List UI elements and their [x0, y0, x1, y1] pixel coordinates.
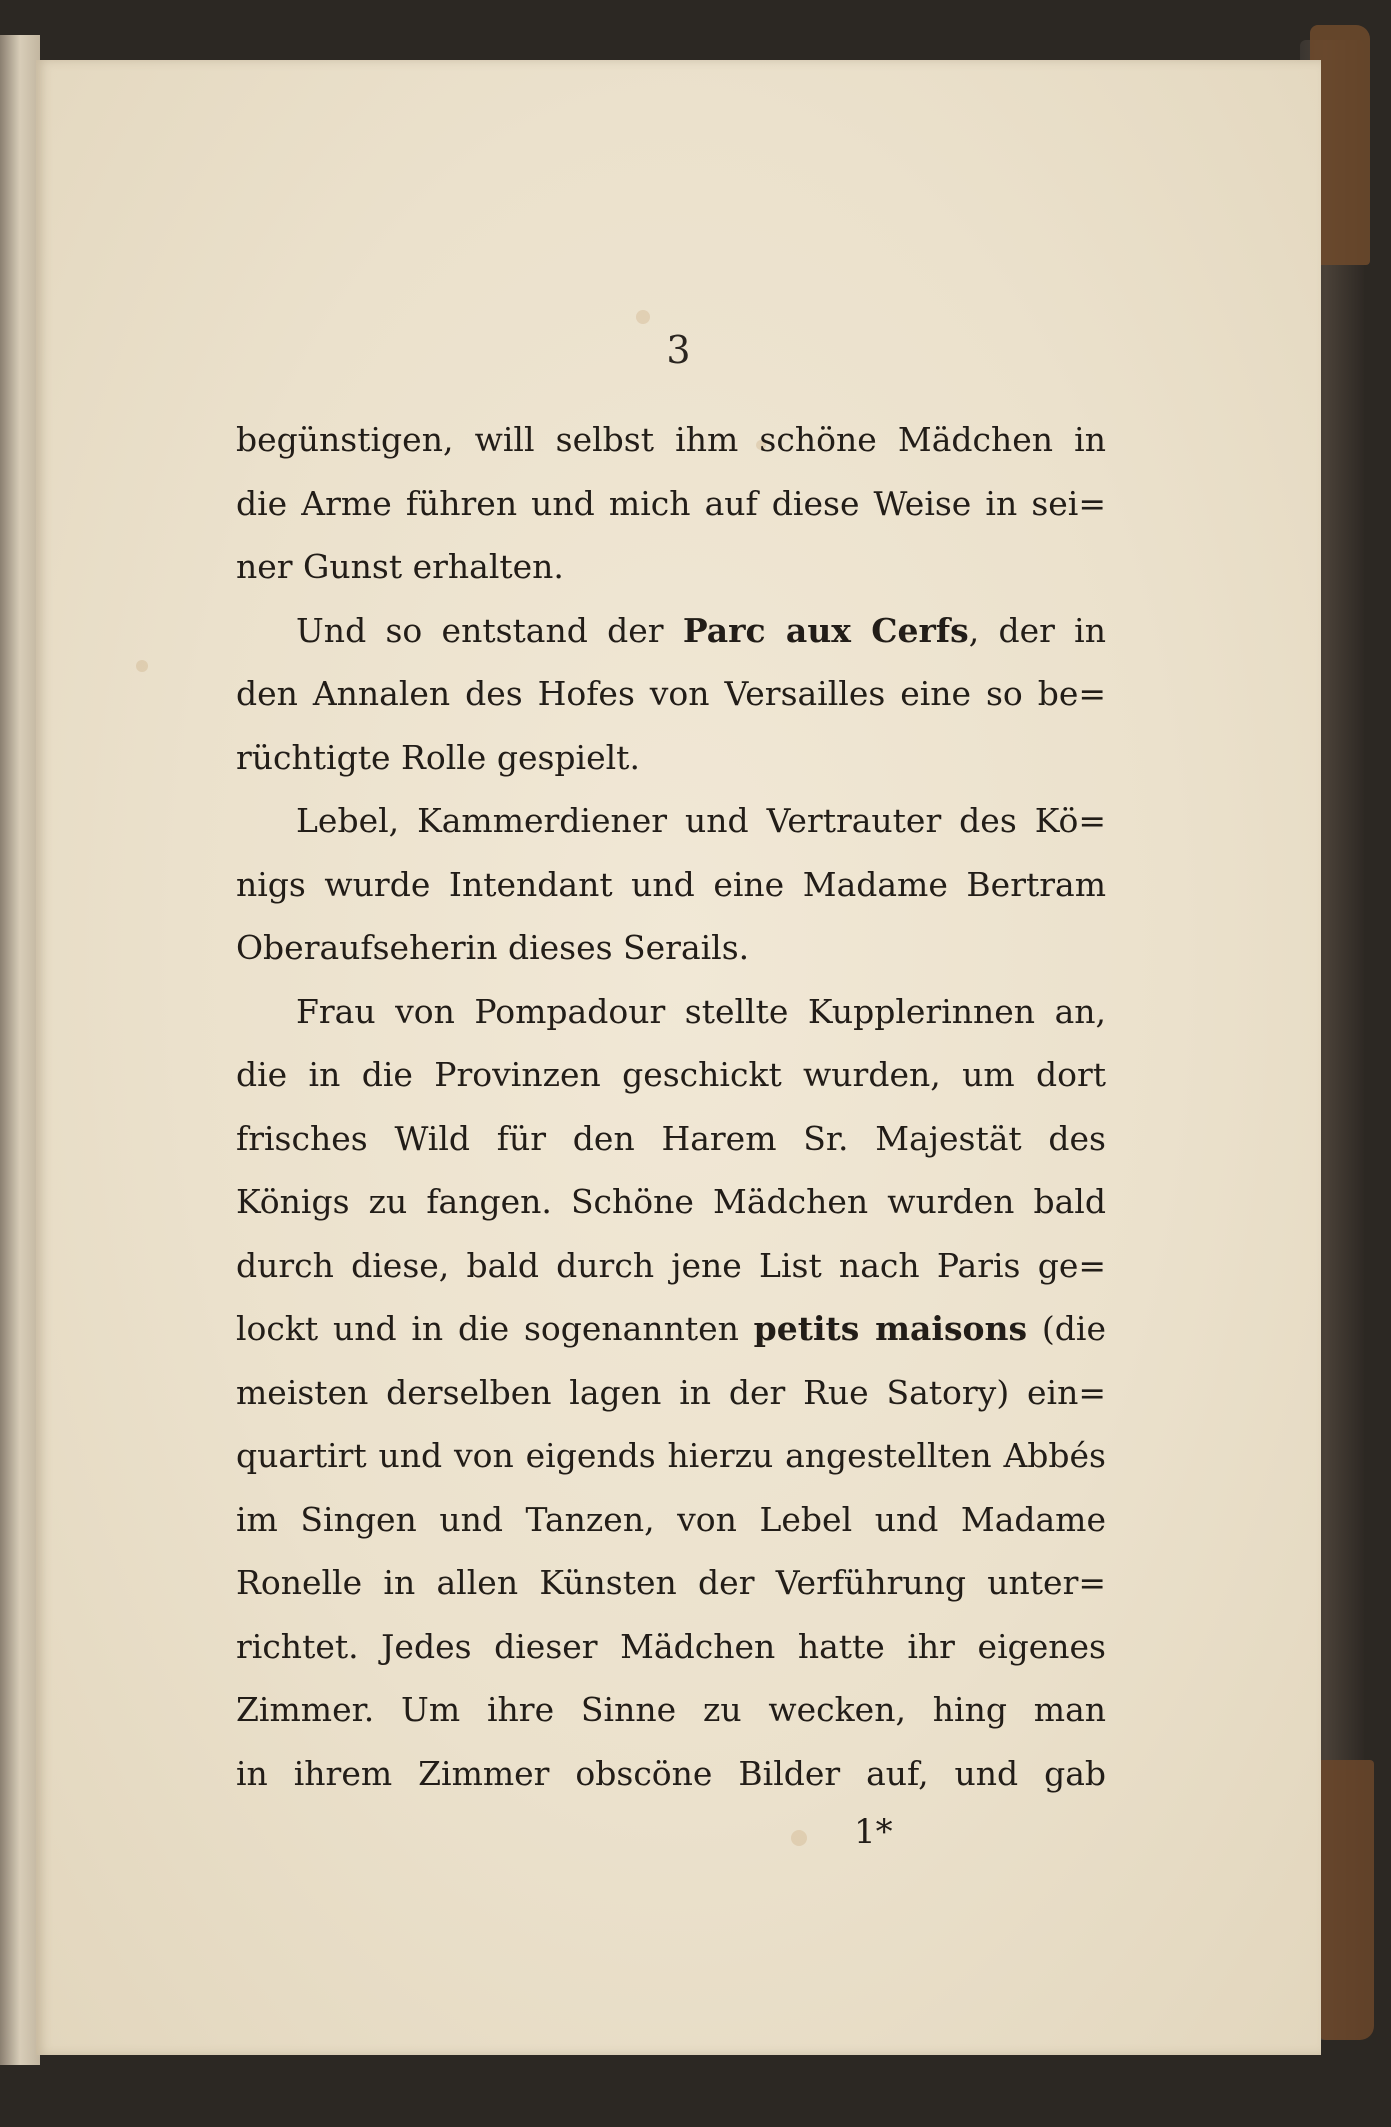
- body-text: [236, 408, 1106, 1805]
- text-line: Oberaufseherin dieses Serails.: [236, 928, 750, 967]
- cover-corner-bottom: [1318, 1760, 1374, 2040]
- text-line: in ihrem Zimmer obscöne Bilder auf, und gab: [236, 1753, 1106, 1793]
- text-line: meisten derselben lagen in der Rue Satory) ein=: [236, 1372, 1106, 1412]
- text-line: richtet. Jedes dieser Mädchen hatte ihr eigenes: [236, 1626, 1106, 1666]
- foxing-spot: [791, 1830, 807, 1846]
- text-line: frisches Wild für den Harem Sr. Majestät des: [236, 1118, 1106, 1158]
- foxing-spot: [136, 660, 148, 672]
- text-line: begünstigen, will selbst ihm schöne Mädchen in: [236, 420, 1106, 459]
- page-stack-edge: [0, 35, 40, 2065]
- foxing-spot: [636, 310, 650, 324]
- text-line: Frau von Pompadour stellte Kupplerinnen an,: [296, 991, 1106, 1031]
- latin-phrase: Parc aux Cerfs: [682, 610, 969, 650]
- text-line: durch diese, bald durch jene List nach Paris ge=: [236, 1245, 1106, 1285]
- text-line: rüchtigte Rolle gespielt.: [236, 737, 640, 777]
- book-page: [36, 60, 1321, 2055]
- text-line: Königs zu fangen. Schöne Mädchen wurden bald: [236, 1182, 1106, 1221]
- text-line: im Singen und Tanzen, von Lebel und Madame: [236, 1499, 1106, 1539]
- text-line: den Annalen des Hofes von Versailles eine so be=: [236, 674, 1106, 713]
- latin-phrase: petits maisons: [753, 1309, 1028, 1348]
- text-line: Zimmer. Um ihre Sinne zu wecken, hing man: [236, 1690, 1106, 1729]
- text-line: die Arme führen und mich auf diese Weise in sei=: [236, 483, 1106, 523]
- text-line: ner Gunst erhalten.: [236, 547, 564, 586]
- text-line: quartirt und von eigends hierzu angestellten Abbés: [236, 1436, 1106, 1475]
- text-line: nigs wurde Intendant und eine Madame Bertram: [236, 864, 1106, 904]
- page-number: 3: [666, 328, 691, 372]
- text-line: lockt und in die sogenannten petits maisons (die: [236, 1309, 1106, 1348]
- text-line: Lebel, Kammerdiener und Vertrauter des Kö=: [296, 801, 1106, 840]
- text-line: Und so entstand der Parc aux Cerfs, der in: [296, 610, 1106, 650]
- signature-mark: 1*: [854, 1812, 893, 1852]
- text-line: die in die Provinzen geschickt wurden, um dort: [236, 1055, 1106, 1094]
- text-line: Ronelle in allen Künsten der Verführung unter=: [236, 1563, 1106, 1602]
